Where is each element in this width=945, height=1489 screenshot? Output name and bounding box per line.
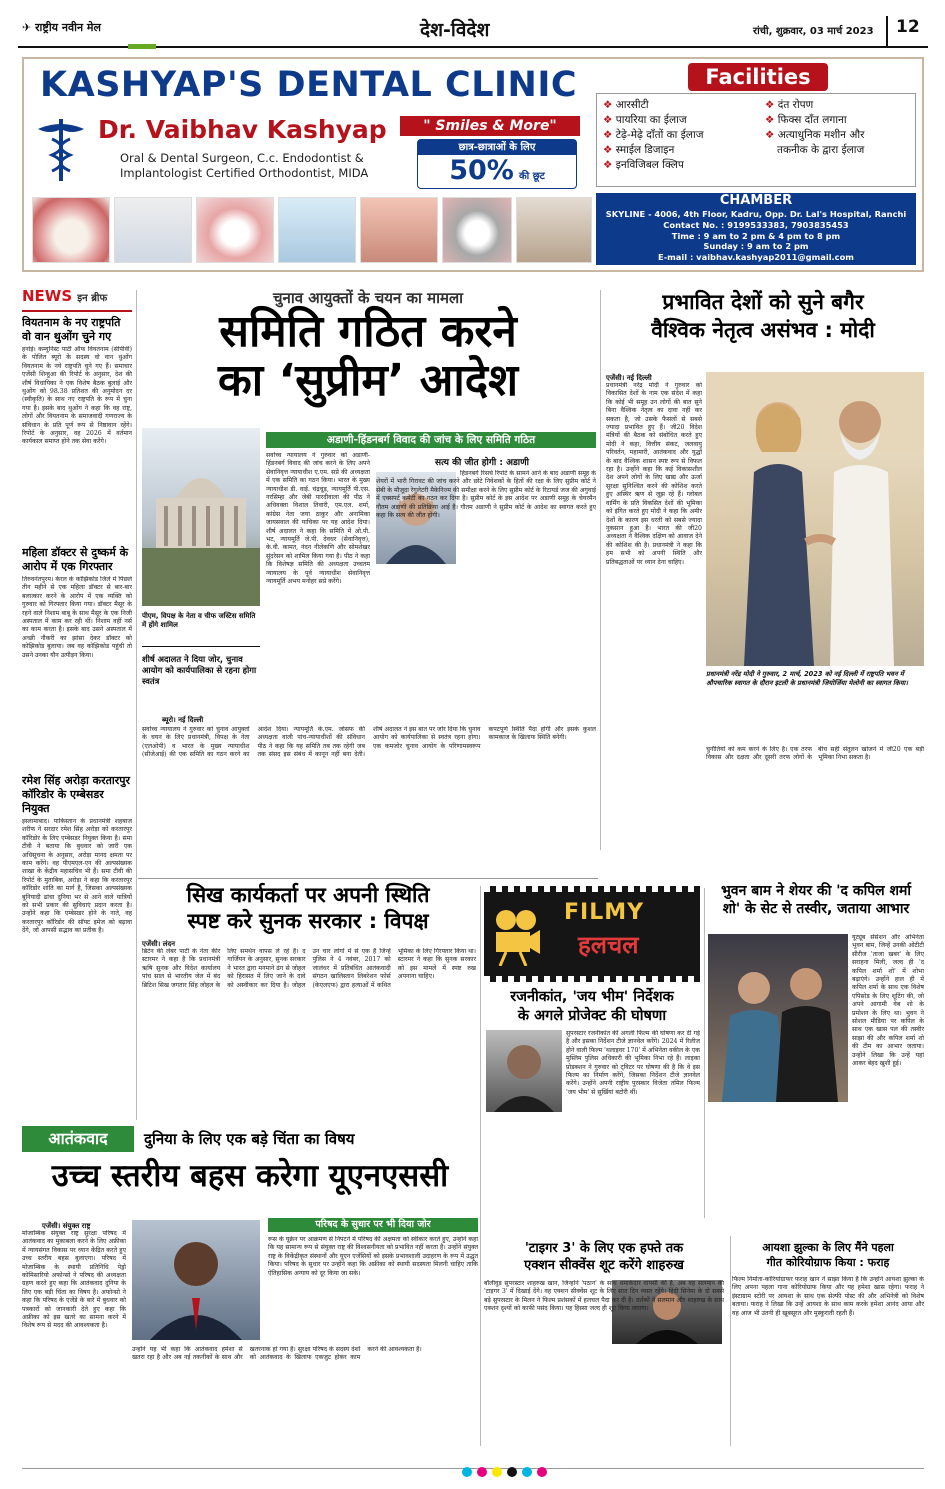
- bhuvan-body: यूट्यूब सेंसेशन और अभिनेता भुवन बाम, जिन्हें उनकी ओटीटी सीरीज 'ताजा खबर' के लिए सराहना मिली, जल्द ही 'द कपिल शर्मा शो' में शोभा बढ़ाएंगे। उन्होंने हाल ही में कपिल शर्मा के साथ एक विशेष एपिसोड के लिए शूटिंग की, जो अपने आगामी वेब शो के प्रमोशन के लिए था। भुवन ने सोशल मीडिया पर कपिल के साथ एक खास पल की तस्वीर साझा की और कपिल शर्मा शो की टीम का आभार जताया। उन्होंने लिखा कि उन्हें यहां आकर बेहद खुशी हुई।: [852, 934, 924, 1068]
- lead-body: सर्वोच्च न्यायालय ने गुरुवार को चुनाव आयुक्तों के चयन के लिए प्रधानमंत्री, विपक्ष के नेता (एलओपी) व भारत के मुख्य न्यायाधीश (सीजेआई) की एक समिति का गठन करने का आदेश दिया। न्यायमूर्ति के.एम. जोसफ की अध्यक्षता वाली पांच-न्यायाधीशों की संविधान पीठ ने कहा कि यह समिति तब तक रहेगी जब तक संसद इस संबंध में कानून नहीं बना देती। शीर्ष अदालत ने इस बात पर जोर दिया कि चुनाव आयोग को कार्यपालिका से स्वतंत्र रहना होगा। एक कमजोर चुनाव आयोग के परिणामस्वरूप कपटपूर्ण स्थिति पैदा होगी और इसके कुशल कामकाज के खिलाफ स्थिति बनेगी।: [142, 726, 596, 759]
- facilities-title: Facilities: [705, 65, 811, 89]
- unsc-kicker: दुनिया के लिए एक बड़े चिंता का विषय: [144, 1130, 355, 1148]
- footer-bar: [22, 1462, 924, 1476]
- sikh-body: ब्रिटेन की लेबर पार्टी के नेता कीर स्टारमर ने कहा है कि प्रधानमंत्री ऋषि सुनक और विदेश कार्यालय पांच साल से भारतीय जेल में बंद ब्रिटिश सिख जगतार सिंह जोहल के लिए समर्थन वापस ले रहे हैं। द गार्जियन के अनुसार, सुनक सरकार ने भारत द्वारा मनमाने ढंग से जोहल को हिरासत में लिए जाने के दावे को अस्वीकार कर दिया है। जोहल उन चार लोगों में से एक हैं जिन्हें पुलिस ने 4 नवंबर, 2017 को जालंधर में प्रतिबंधित आतंकवादी संगठन खालिस्तान लिबरेशन फोर्स (केएलएफ) द्वारा हत्याओं में कथित भूमिका के लिए गिरफ्तार किया था। स्टारमर ने कहा कि सुनक सरकार को इस मामले में स्पष्ट रुख अपनाना चाहिए।: [142, 948, 476, 989]
- adani-body-col2: हिंडनबर्ग रिसर्च रिपोर्ट के सामने आने के बाद अडाणी समूह के शेयरों में भारी गिरावट की जांच करने और छोटे निवेशकों के हितों की रक्षा के लिए सुप्रीम कोर्ट ने सेबी के मौजूदा रेगुलेटरी मैकेनिज्म की समीक्षा करने के लिए सुप्रीम कोर्ट के रिटायर्ड जज की अगुवाई में एक्सपर्ट कमेटी का गठन कर दिया है। सुप्रीम कोर्ट के इस आदेश पर अडाणी समूह के चेयरमैन गौतम अडाणी की प्रतिक्रिया आई है। गौतम अडाणी ने सुप्रीम कोर्ट के आदेश का स्वागत करते हुए कहा कि सत्य की जीत होगी।: [376, 470, 596, 520]
- section-title: देश-विदेश: [420, 19, 490, 41]
- brief-headline: रमेश सिंह अरोड़ा करतारपुर कॉरिडोर के एम्बेसडर नियुक्त: [22, 774, 130, 815]
- portrait-icon: [132, 1220, 260, 1340]
- lead-story: [138, 286, 598, 846]
- tiger-body: बॉलीवुड सुपरस्टार शाहरुख खान, जिन्होंने 'पठान' के साथ धमाकेदार वापसी की है, अब वह सलमान की 'टाइगर 3' में दिखाई देंगे। वह एक्शन सीक्वेंस शूट के लिए सात दिन व्यस्त रहेंगे। हिंदी सिनेमा के दो सबसे बड़े सुपरस्टार के मिलन ने फिल्म प्रशंसकों में हलचल पैदा कर दी है। दर्शकों ने सलमान और शाहरुख के साथ एक्शन दृश्यों को काफी पसंद किया। यह हिस्सा जल्द ही शूट किया जाएगा।: [484, 1280, 724, 1313]
- doctor-credentials: Oral & Dental Surgeon, C.c. Endodontist & Implantologist Certified Orthodontist, MIDA: [120, 151, 369, 180]
- sikh-headline-1: सिख कार्यकर्ता पर अपनी स्थिति: [186, 883, 430, 907]
- column-separator: [704, 888, 705, 1218]
- tooth-model-image: [278, 197, 356, 263]
- dateline: रांची, शुक्रवार, 03 मार्च 2023: [753, 26, 874, 37]
- checkup-image: [516, 197, 592, 263]
- farah-headline: आयशा झुल्का के लिए मैंने पहला गीत कोरियोग्राफ किया : फराह: [762, 1241, 894, 1269]
- film-strip: [484, 886, 700, 892]
- unsc-body-3: उन्होंने यह भी कहा कि आतंकवाद हमेशा से खतरा रहा है और अब नई तकनीकों के साथ और खतरनाक हो गया है। सुरक्षा परिषद के सदस्य देशों को आतंकवाद के खिलाफ एकजुट होकर काम करने की आवश्यकता है।: [132, 1346, 422, 1362]
- facility-item: तकनीक के द्वारा ईलाज: [777, 144, 865, 156]
- caduceus-icon: [32, 115, 90, 185]
- unsc-tag: आतंकवाद: [48, 1129, 108, 1148]
- sikh-story: [138, 882, 478, 1102]
- facility-item: ❖ इनविजिबल क्लिप: [603, 159, 684, 171]
- rajini-headline: रजनीकांत, 'जय भीम' निर्देशक के अगले प्रोजेक्ट की घोषणा: [510, 989, 674, 1024]
- film-strip: [484, 976, 700, 982]
- unsc-band-text: परिषद के सुधार पर भी दिया जोर: [315, 1219, 431, 1230]
- chamber-details: SKYLINE - 4006, 4th Floor, Kadru, Opp. Dr. Lal's Hospital, Ranchi Contact No. : 9199533383, 7903835453 Time : 9 am to 2 pm & 4 pm to 8 pm Sunday : 9 am to 2 pm E-mail : vaibhav.kashyap2011@gmail.com: [605, 209, 907, 263]
- adani-band-text: अडाणी-हिंडनबर्ग विवाद की जांच के लिए समिति गठित: [326, 434, 536, 446]
- modi-story: [602, 286, 924, 846]
- facility-item: ❖ फिक्स दाँत लगाना: [765, 114, 847, 126]
- aligner-image: [196, 197, 274, 263]
- sikh-byline: एजेंसी। लंदन: [142, 940, 176, 948]
- facilities-box: [596, 93, 916, 187]
- unsc-headline: उच्च स्तरीय बहस करेगा यूएनएससी: [51, 1158, 449, 1194]
- smile-image: [360, 197, 438, 263]
- modi-photo-caption: प्रधानमंत्री नरेंद्र मोदी ने गुरुवार, 2 मार्च, 2023 को नई दिल्ली में राष्ट्रपति भवन में औपचारिक स्वागत के दौरान इटली के प्रधानमंत्री जियोर्जिया मेलोनी का स्वागत किया।: [706, 670, 908, 687]
- section-rule: [138, 878, 598, 879]
- column-separator: [136, 290, 137, 1120]
- news-brief-label: NEWS इन ब्रीफ: [22, 286, 132, 312]
- masthead-accent: [128, 44, 156, 49]
- facility-item: ❖ अत्याधुनिक मशीन और: [765, 129, 865, 141]
- dentures-image: [32, 197, 110, 263]
- implant-image: [114, 197, 192, 263]
- lead-headline-2: का ‘सुप्रीम’ आदेश: [218, 355, 518, 406]
- rajini-body: सुपरस्टार रजनीकांत की अगली फिल्म की घोषणा कर दी गई है और इसका निर्देशन टीजे ज्ञानवेल करेंगे। 2024 में रिलीज होने वाली फिल्म 'थलाइवर 170' में अभिनेता वकील के एक मुस्लिम पुलिस अधिकारी की भूमिका निभा रहे हैं। लाइका प्रोडक्शन ने गुरुवार को ट्विटर पर घोषणा की है कि वे इस फिल्म का निर्माण करेंगे, जिसका निर्देशन टीजे ज्ञानवेल करेंगे। उन्होंने अपनी राष्ट्रीय पुरस्कार विजेता तमिल फिल्म 'जय भीम' से सुर्खियां बटोरी थीं।: [566, 1030, 700, 1096]
- brief-headline: वियतनाम के नए राष्ट्रपति वो वान थुओंग चुने गए: [22, 316, 121, 343]
- brief-headline: महिला डॉक्टर से दुष्कर्म के आरोप में एक गिरफ्तार: [22, 546, 129, 573]
- facilities-title-box: [688, 63, 828, 91]
- bhuvan-kapil-photo: [708, 934, 848, 1102]
- paper-name: ✈ राष्ट्रीय नवीन मेल: [22, 21, 101, 34]
- filmy-title: FILMY: [564, 900, 645, 925]
- modi-meloni-photo: [706, 372, 924, 666]
- supreme-court-icon: [142, 428, 260, 606]
- brief-body: तिरुवनंतपुरम। केरल के कोझिकोड जिले में पिछले तीन महीने से एक महिला डॉक्टर से बार-बार बलात्कार करने के आरोप में एक व्यक्ति को गुरुवार को गिरफ्तार किया गया। डॉक्टर मैसूर के रहने वाले निशाम बाबू के साथ मैसूर के एक निजी अस्पताल में काम कर रही थीं। निशाम वहीं नर्स का काम करता है। इसके बाद उसने अस्पताल में अच्छी नौकरी का झांसा देकर डॉक्टर को कोझिकोड बुलाया। जब वह कोझिकोड पहुंची तो उसने उनका यौन उत्पीड़न किया।: [22, 576, 132, 659]
- masthead-divider: [886, 16, 888, 46]
- brief-body: इस्लामाबाद। पाकिस्तान के प्रधानमंत्री शहबाज शरीफ ने सरदार रमेश सिंह अरोड़ा को करतारपुर कॉरिडोर के लिए एम्बेसडर नियुक्त किया है। समा टीवी ने बताया कि बुधवार को जारी एक अधिसूचना के अनुसार, अरोड़ा मानद क्षमता पर काम करेंगे। वह पीएमएल-एन की अल्पसंख्यक शाखा के केंद्रीय महासचिव भी हैं। समा टीवी की रिपोर्ट के मुताबिक, अरोड़ा ने कहा कि करतारपुर कॉरिडोर शांति का मार्ग है, जिसका अल्पसंख्यक बुनियादी ढांचा दुनिया भर से आने वाले यात्रियों को सभी प्रकार की सुविधाएं प्रदान करता है। उन्होंने कहा कि एम्बेसडर होने के नाते, वह करतारपुर कॉरिडोर की सॉफ्ट इमेज को बढ़ावा देंगे, जो आपसी सद्भाव का प्रतीक है।: [22, 818, 132, 935]
- clinic-name: KASHYAP'S DENTAL CLINIC: [40, 65, 578, 105]
- modi-headline-2: वैश्विक नेतृत्व असंभव : मोदी: [651, 318, 875, 342]
- facility-item: ❖ दंत रोपण: [765, 99, 814, 111]
- farah-body: फिल्म निर्माता-कोरियोग्राफर फराह खान ने साझा किया है कि उन्होंने आयशा झुल्का के लिए अपना पहला गाना कोरियोग्राफ किया और यह हमेशा खास रहेगा। फराह ने इंस्टाग्राम स्टोरी पर आयशा के साथ एक सेल्फी पोस्ट की और अभिनेत्री को विशेष बताया। फराह ने लिखा कि उन्हें आयशा के साथ काम करके हमेशा आनंद आया और वह आज भी उतनी ही खूबसूरत और मुस्कुराती रहती हैं।: [732, 1276, 924, 1317]
- tiger-headline: 'टाइगर 3' के लिए एक हफ्ते तक एक्शन सीक्वेंस शूट करेंगे शाहरुख: [524, 1241, 684, 1273]
- bird-logo-icon: ✈: [22, 21, 32, 34]
- column-separator: [600, 290, 601, 850]
- filmy-banner: [484, 886, 700, 982]
- lead-photo-court: [142, 428, 260, 606]
- unsc-body-1: मोजाम्बिक संयुक्त राष्ट्र सुरक्षा परिषद में आतंकवाद का मुकाबला करने के लिए अफ्रीका में न्यायसंगत विकास पर ध्यान केंद्रित करते हुए उच्च स्तरीय बहस बुलाएगा। परिषद में मोजाम्बिक के स्थायी प्रतिनिधि पेड्रो कोमिसारियो अफोन्सो ने परिषद की अध्यक्षता ग्रहण करते हुए कहा कि आतंकवाद दुनिया के लिए एक बड़ी चिंता का विषय है। अफोन्सो ने कहा कि परिषद के एजेंडे के बारे में बुधवार को पत्रकारों को जानकारी देते हुए कहा कि अफ्रीका को इस खतरे का सामना करने में विशेष रूप से मदद की आवश्यकता है।: [22, 1230, 126, 1330]
- facility-item: ❖ पायरिया का ईलाज: [603, 114, 687, 126]
- braces-image: [442, 197, 512, 263]
- masthead: [18, 14, 928, 50]
- lead-photo-caption: पीएम, विपक्ष के नेता व चीफ जस्टिस समिति में होंगे शामिल: [142, 612, 256, 629]
- unsc-band: [268, 1218, 478, 1232]
- rajini-photo: [486, 1030, 562, 1112]
- handshake-photo-icon: [706, 372, 924, 666]
- teeth-images: [32, 197, 592, 263]
- unsc-story: [22, 1126, 478, 1456]
- facilities-right: [765, 98, 864, 158]
- adani-body-col1: सर्वोच्च न्यायालय ने गुरुवार को अडाणी-हिंडनबर्ग विवाद की जांच करने के लिए अपने सेवानिवृत्त न्यायाधीश ए.एम. सप्रे की अध्यक्षता में एक समिति का गठन किया। भारत के मुख्य न्यायाधीश डी. वाई. चंद्रचूड़, न्यायमूर्ति पी.एस. नरसिम्हा और जेबी पारदीवाला की पीठ ने अधिवक्ता विशाल तिवारी, एम.एल. शर्मा, कांग्रेस नेता जया ठाकुर और अनामिका जायसवाल की याचिका पर यह आदेश दिया। शीर्ष अदालत ने कहा कि समिति में ओ.पी. भट, न्यायमूर्ति जे.पी. देवधर (सेवानिवृत्त), के.वी. कामत, नंदन नीलेकणि और सोमशेखर सुंदरेसन को शामिल किया गया है। पीठ ने कहा कि विशेषज्ञ समिति की अध्यक्षता उच्चतम न्यायालय के पूर्व न्यायाधीश सेवानिवृत्त न्यायमूर्ति अभय मनोहर सप्रे करेंगे।: [266, 452, 370, 586]
- facility-item: ❖ स्माईल डिजाइन: [603, 144, 675, 156]
- lead-deck: शीर्ष अदालत ने दिया जोर, चुनाव आयोग को कार्यपालिका से रहना होगा स्वतंत्र: [142, 654, 257, 686]
- film-camera-icon: [490, 906, 542, 966]
- tagline: " Smiles & More": [423, 118, 557, 134]
- brief-body: हनोई। कम्युनिस्ट पार्टी ऑफ वियतनाम (सीपीवी) के पोलित ब्यूरो के सदस्य वो वान थुओंग वियतनाम के नये राष्ट्रपति चुने गए हैं। समाचार एजेंसी शिन्हुआ की रिपोर्ट के अनुसार, देश की शीर्ष विधायिका ने एक विशेष बैठक बुलाई और थुओंग को 98.38 प्रतिशत की अनुमोदन दर (स्वीकृति) के साथ नए राष्ट्रपति के रूप में चुना गया है। इसके बाद थुओंग ने कहा कि वह राष्ट्र, लोगों और वियतनाम के समाजवादी गणराज्य के संविधान के प्रति पूर्ण रूप से निष्ठावान रहेंगे। रिपोर्ट के अनुसार, वह 2026 में वर्तमान कार्यकाल समाप्त होने तक सेवा करेंगे।: [22, 346, 132, 446]
- filmy-subtitle: हलचल: [578, 931, 639, 959]
- column-separator: [480, 886, 481, 1446]
- two-people-photo-icon: [708, 934, 848, 1102]
- page-number: 12: [896, 17, 920, 37]
- facility-item: ❖ आरसीटी: [603, 99, 649, 111]
- modi-body-tail: चुनौतियों को कम करने के लिए है। एक तरफ विकास और दक्षता और दूसरी तरफ लोगों के बीच सही संतुलन खोजने में जी20 एक बड़ी भूमिका निभा सकता है।: [706, 746, 924, 762]
- filmy-section: [482, 882, 924, 1452]
- facilities-left: [603, 98, 704, 173]
- unsc-body-2: रूस के यूक्रेन पर आक्रमण से निपटने में परिषद की अक्षमता को स्वीकार करते हुए, उन्होंने कहा कि यह सामान्य रूप से संयुक्त राष्ट्र की विश्वसनीयता को प्रभावित नहीं करता है। उन्होंने संयुक्त राष्ट्र के विकेंद्रीकृत संस्थानों और यूएन एजेंसियों को इसके प्रभावशाली उदाहरण के रूप में उद्धृत किया। परिषद के सुधार पर उन्होंने कहा कि अफ्रीका को स्थायी सदस्यता मिलनी चाहिए ताकि ऐतिहासिक अन्याय को दूर किया जा सके।: [268, 1236, 478, 1277]
- lead-headline-1: समिति गठित करने: [219, 306, 517, 357]
- portrait-icon: [486, 1030, 562, 1112]
- chamber-title: CHAMBER: [719, 193, 793, 208]
- modi-headline-1: प्रभावित देशों को सुने बगैर: [662, 290, 864, 314]
- dental-ad: [22, 57, 924, 272]
- facility-item: ❖ टेढ़े-मेढ़े दाँतों का ईलाज: [603, 129, 704, 141]
- modi-body: प्रधानमंत्री नरेंद्र मोदी ने गुरुवार को विकासित देशों के नाम एक संदेश में कहा कि कोई भी समूह उन लोगों की बात सुने बिना वैश्विक नेतृत्व का दावा नहीं कर सकता है, जो उसके फैसलों से सबसे ज्यादा प्रभावित हुए हैं। जी20 विदेश मंत्रियों की बैठक को संबोधित करते हुए मोदी ने कहा, वित्तीय संकट, जलवायु परिवर्तन, महामारी, आतंकवाद और युद्धों के बाद वैश्विक शासन स्पष्ट रूप से विफल रहा है। उन्होंने कहा कि कई विकासशील देश अपने लोगों के लिए खाद्य और ऊर्जा सुरक्षा सुनिश्चित करने की कोशिश करते हुए अस्थिर ऋण से जूझ रहे हैं। ग्लोबल वार्मिंग के प्रति विकसित देशों की भूमिका को इंगित करते हुए मोदी ने कहा कि अमीर देशों के कारण इस धरती को सबसे ज्यादा नुकसान हुआ है। भारत की जी20 अध्यक्षता ने वैश्विक दक्षिण को आवाज देने की कोशिश की है। प्रधानमंत्री ने कहा कि हम सभी को अपनी स्थिति और प्रतिबद्धताओं पर ध्यान देना चाहिए।: [606, 382, 702, 566]
- chamber-box: [596, 193, 916, 265]
- offer-suffix: की छूट: [518, 171, 545, 182]
- caption-rule: [142, 646, 260, 647]
- bhuvan-headline: भुवन बाम ने शेयर की 'द कपिल शर्मा शो' के सेट से तस्वीर, जताया आभार: [720, 883, 912, 917]
- modi-byline: एजेंसी। नई दिल्ली: [606, 374, 652, 382]
- adani-quote-head: सत्य की जीत होगी : अडाणी: [435, 458, 529, 468]
- unsc-tag-box: [22, 1126, 134, 1152]
- registration-marks: [462, 1462, 582, 1474]
- column-separator: [730, 1236, 731, 1446]
- offer-percent: 50%: [449, 155, 514, 186]
- adani-band: [266, 432, 596, 448]
- lead-byline: ब्यूरो। नई दिल्ली: [162, 716, 204, 724]
- tagline-box: [400, 116, 580, 136]
- unsc-byline: एजेंसी। संयुक्त राष्ट्र: [42, 1222, 91, 1230]
- sikh-headline-2: स्पष्ट करे सुनक सरकार : विपक्ष: [187, 909, 429, 933]
- lead-kicker: चुनाव आयुक्तों के चयन का मामला: [272, 289, 464, 307]
- offer-box: [417, 139, 577, 189]
- offer-line: छात्र-छात्राओं के लिए: [418, 140, 576, 155]
- doctor-name: Dr. Vaibhav Kashyap: [98, 115, 387, 144]
- unsc-speaker-photo: [132, 1220, 260, 1340]
